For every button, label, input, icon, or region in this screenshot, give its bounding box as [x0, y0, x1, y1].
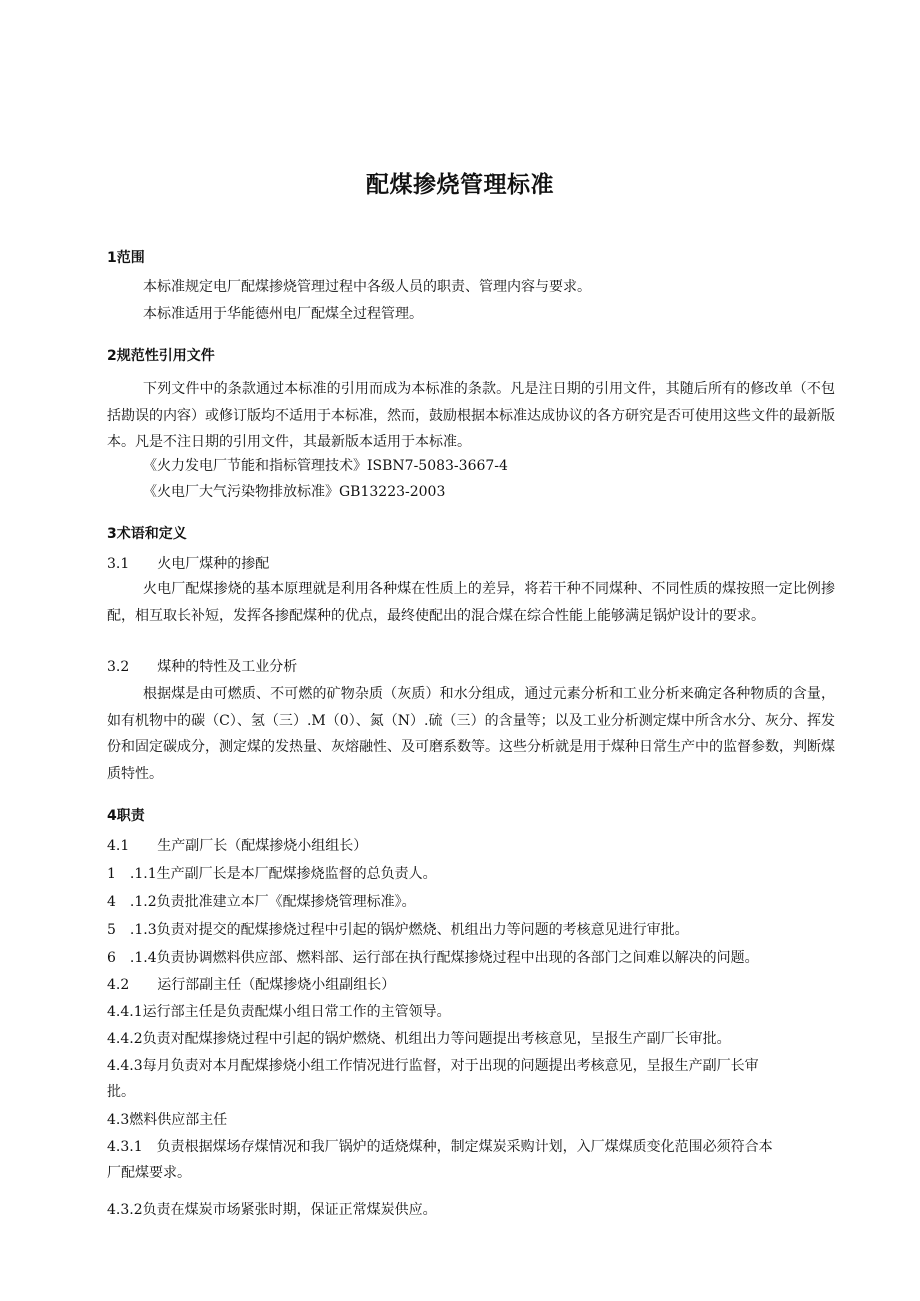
- reference-1: 《火力发电厂节能和指标管理技术》ISBN7-5083-3667-4: [143, 458, 508, 474]
- duty-4-3-title: 4.3燃料供应部主任: [107, 1112, 228, 1128]
- duty-item: 4.3.1 负责根据煤场存煤情况和我厂锅炉的适烧煤种，制定煤炭采购计划，入厂煤煤质变化范围必须符合本: [107, 1139, 773, 1155]
- document-title: 配煤掺烧管理标准: [366, 172, 554, 198]
- duty-item: 6 .1.4负责协调燃料供应部、燃料部、运行部在执行配煤掺烧过程中出现的各部门之间难以解决的问题。: [107, 950, 759, 966]
- section-1-para-2: 本标准适用于华能德州电厂配煤全过程管理。: [143, 306, 423, 322]
- section-4-heading: 4职责: [107, 808, 145, 824]
- duty-item: 1 .1.1生产副厂长是本厂配煤掺烧监督的总负责人。: [107, 866, 437, 882]
- term-3-2-title: 3.2 煤种的特性及工业分析: [107, 659, 298, 675]
- duty-item-continued: 批。: [107, 1084, 135, 1100]
- reference-2: 《火电厂大气污染物排放标准》GB13223-2003: [143, 484, 446, 500]
- duty-item: 4 .1.2负责批准建立本厂《配煤掺烧管理标准》。: [107, 894, 416, 910]
- section-2-paragraph: 下列文件中的条款通过本标准的引用而成为本标准的条款。凡是注日期的引用文件，其随后所有的修改单（不包括勘误的内容）或修订版均不适用于本标准，然而，鼓励根据本标准达成协议的各方研究是否可使用这些文件的最新版本。凡是不注日期的引用文件，其最新版本适用于本标准。: [107, 381, 835, 450]
- term-3-1-title: 3.1 火电厂煤种的掺配: [107, 556, 270, 572]
- duty-item: 4.4.3每月负责对本月配煤掺烧小组工作情况进行监督，对于出现的问题提出考核意见，呈报生产副厂长审: [107, 1058, 759, 1074]
- duty-4-1-title: 4.1 生产副厂长（配煤掺烧小组组长）: [107, 838, 368, 854]
- duty-item: 4.4.2负责对配煤掺烧过程中引起的锅炉燃烧、机组出力等问题提出考核意见，呈报生产副厂长审批。: [107, 1031, 731, 1047]
- duty-4-2-title: 4.2 运行部副主任（配煤掺烧小组副组长）: [107, 977, 396, 993]
- section-1-para-1: 本标准规定电厂配煤掺烧管理过程中各级人员的职责、管理内容与要求。: [143, 279, 591, 295]
- duty-item-continued: 厂配煤要求。: [107, 1165, 191, 1181]
- section-1-heading: 1范围: [107, 250, 145, 266]
- duty-item: 4.4.1运行部主任是负责配煤小组日常工作的主管领导。: [107, 1004, 451, 1020]
- duty-item: 4.3.2负责在煤炭市场紧张时期，保证正常煤炭供应。: [107, 1202, 437, 1218]
- term-3-2-paragraph: 根据煤是由可燃质、不可燃的矿物杂质（灰质）和水分组成，通过元素分析和工业分析来确定各种物质的含量，如有机物中的碳（C）、氢（三）.M（0）、氮（N）.硫（三）的含量等；以及工业分析测定煤中所含水分、灰分、挥发份和固定碳成分，测定煤的发热量、灰熔融性、及可磨系数等。这些分析就是用于煤种日常生产中的监督参数，判断煤质特性。: [107, 686, 835, 782]
- term-3-1-paragraph: 火电厂配煤掺烧的基本原理就是利用各种煤在性质上的差异，将若干种不同煤种、不同性质的煤按照一定比例掺配，相互取长补短，发挥各掺配煤种的优点，最终使配出的混合煤在综合性能上能够满足锅炉设计的要求。: [107, 581, 835, 624]
- section-3-heading: 3术语和定义: [107, 526, 187, 542]
- duty-item: 5 .1.3负责对提交的配煤掺烧过程中引起的锅炉燃烧、机组出力等问题的考核意见进行审批。: [107, 922, 689, 938]
- section-2-heading: 2规范性引用文件: [107, 348, 215, 364]
